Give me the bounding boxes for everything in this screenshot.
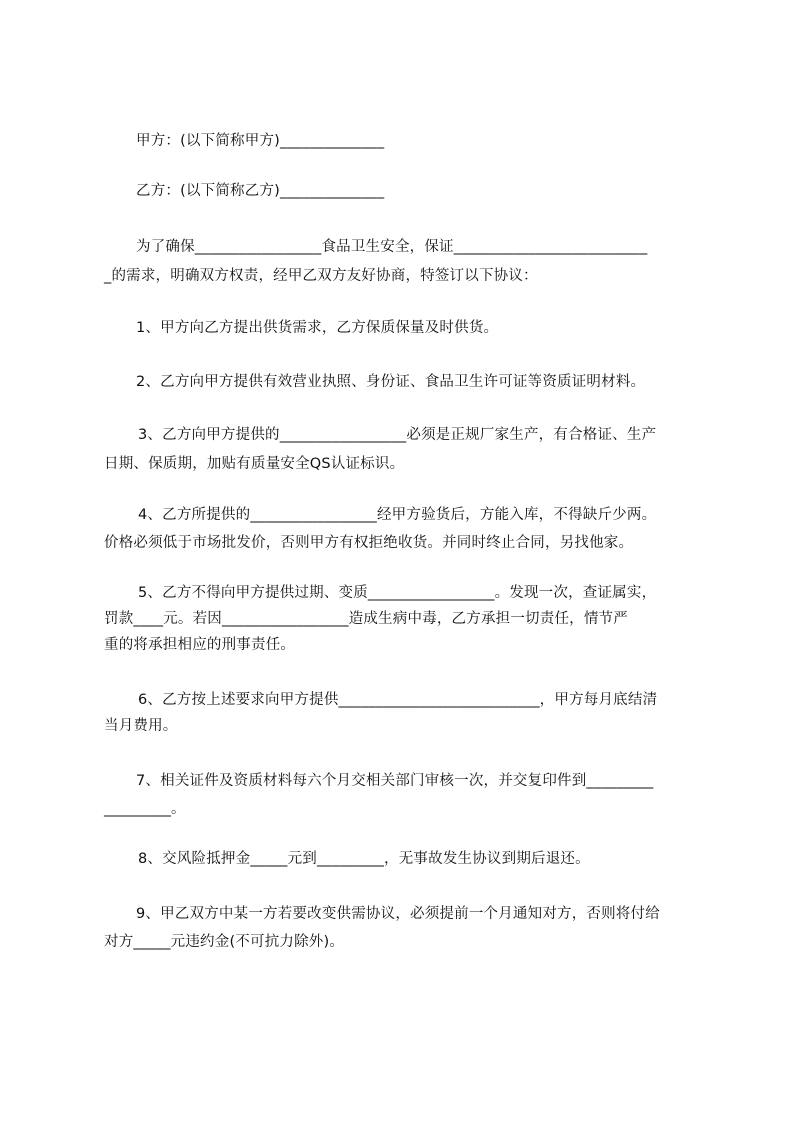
clause-9-line-1: 9、甲乙双方中某一方若要改变供需协议，必须提前一个月通知对方，否则将付给 [136,906,660,922]
intro-line-2: _的需求，明确双方权责，经甲乙双方友好协商，特签订以下协议： [104,268,538,284]
clause-6-line-1: 6、乙方按上述要求向甲方提供___________________________，甲方每月底结清 [138,692,658,708]
clause-3-line-1: 3、乙方向甲方提供的_________________必须是正规厂家生产，有合格证、生产 [138,427,657,443]
party-a-line: 甲方：(以下简称甲方)______________ [136,133,385,149]
clause-5-line-3: 重的将承担相应的刑事责任。 [104,637,296,653]
clause-6-line-2: 当月费用。 [104,718,178,734]
clause-4-line-1: 4、乙方所提供的_________________经甲方验货后，方能入库，不得缺斤少两。 [138,507,657,523]
clause-1-line-1: 1、甲方向乙方提出供货需求，乙方保质保量及时供货。 [136,320,499,336]
clause-5-line-1: 5、乙方不得向甲方提供过期、变质_________________。发现一次，查证属实， [138,585,657,601]
clause-2-line-1: 2、乙方向甲方提供有效营业执照、身份证、食品卫生许可证等资质证明材料。 [136,374,646,390]
clause-3-line-2: 日期、保质期，加贴有质量安全QS认证标识。 [104,456,405,472]
clause-5-line-2: 罚款____元。若因_________________造成生病中毒，乙方承担一切责任，情节严 [104,611,628,627]
clause-4-line-2: 价格必须低于市场批发价，否则甲方有权拒绝收货。并同时终止合同，另找他家。 [104,535,634,551]
clause-8-line-1: 8、交风险抵押金_____元到_________，无事故发生协议到期后退还。 [138,851,590,867]
clause-7-line-2: _________。 [104,801,186,817]
clause-7-line-1: 7、相关证件及资质材料每六个月交相关部门审核一次，并交复印件到_________ [136,773,654,789]
party-b-line: 乙方：(以下简称乙方)______________ [136,183,385,199]
clause-9-line-2: 对方_____元违约金(不可抗力除外)。 [104,934,345,950]
intro-line-1: 为了确保_________________食品卫生安全，保证__________________________ [136,239,648,255]
